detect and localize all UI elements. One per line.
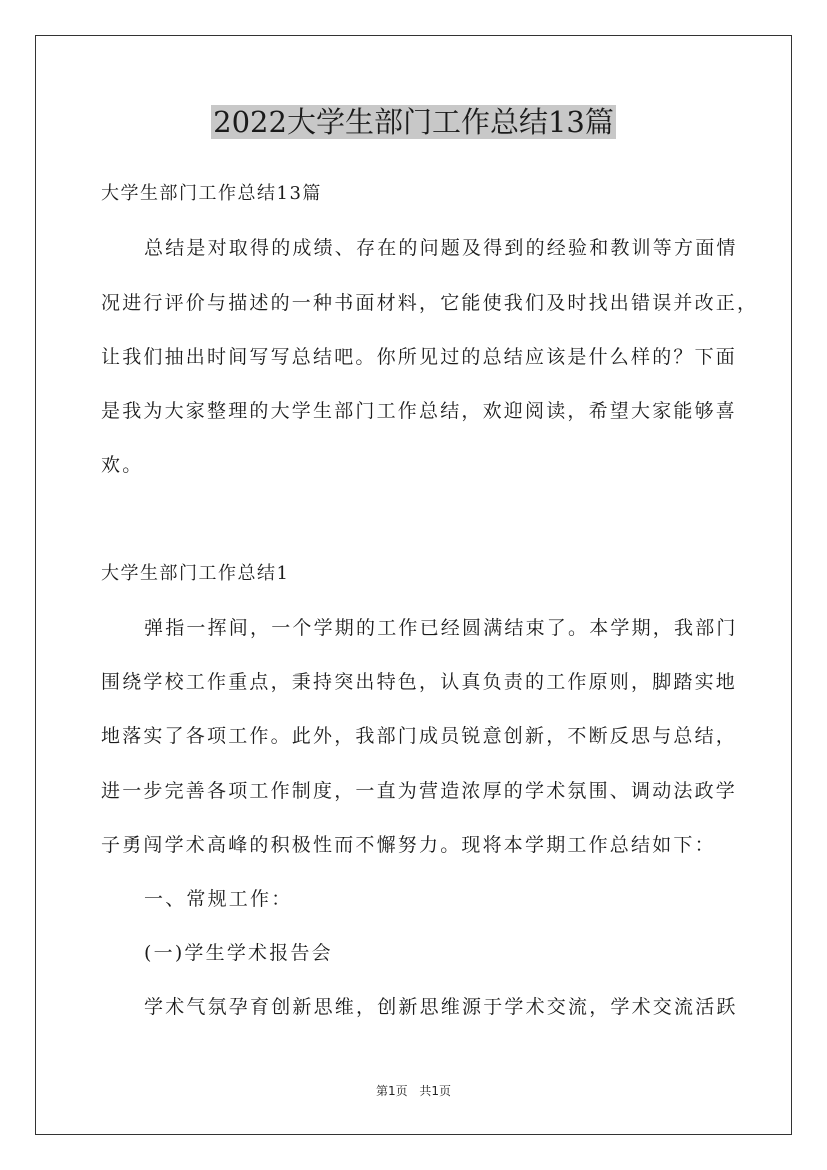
intro-line-2: 况进行评价与描述的一种书面材料，它能使我们及时找出错误并改正， (101, 292, 759, 314)
intro-line-3: 让我们抽出时间写写总结吧。你所见过的总结应该是什么样的？下面 (101, 346, 738, 368)
body-line-last: 学术气氛孕育创新思维，创新思维源于学术交流，学术交流活跃 (144, 996, 738, 1018)
intro-line-5: 欢。 (101, 454, 144, 476)
page-footer (0, 1082, 827, 1100)
intro-line-1: 总结是对取得的成绩、存在的问题及得到的经验和教训等方面情 (144, 237, 738, 259)
document-subtitle: 大学生部门工作总结13篇 (101, 183, 322, 204)
section-line-3: 地落实了各项工作。此外，我部门成员锐意创新，不断反思与总结， (101, 725, 738, 747)
section-heading: 大学生部门工作总结1 (101, 563, 290, 584)
section-line-2: 围绕学校工作重点，秉持突出特色，认真负责的工作原则，脚踏实地 (101, 671, 738, 693)
page-total: 共1页 (419, 1084, 452, 1098)
page-number: 第1页 (375, 1084, 408, 1098)
list-subitem-heading: (一)学生学术报告会 (144, 942, 333, 964)
list-item-heading: 一、常规工作： (144, 888, 293, 910)
section-line-4: 进一步完善各项工作制度，一直为营造浓厚的学术氛围、调动法政学 (101, 780, 738, 802)
document-title-text: 2022大学生部门工作总结13篇 (213, 105, 614, 139)
intro-line-4: 是我为大家整理的大学生部门工作总结，欢迎阅读，希望大家能够喜 (101, 400, 738, 422)
section-line-5: 子勇闯学术高峰的积极性而不懈努力。现将本学期工作总结如下： (101, 834, 716, 856)
section-line-1: 弹指一挥间，一个学期的工作已经圆满结束了。本学期，我部门 (144, 617, 738, 639)
document-title (0, 100, 827, 144)
